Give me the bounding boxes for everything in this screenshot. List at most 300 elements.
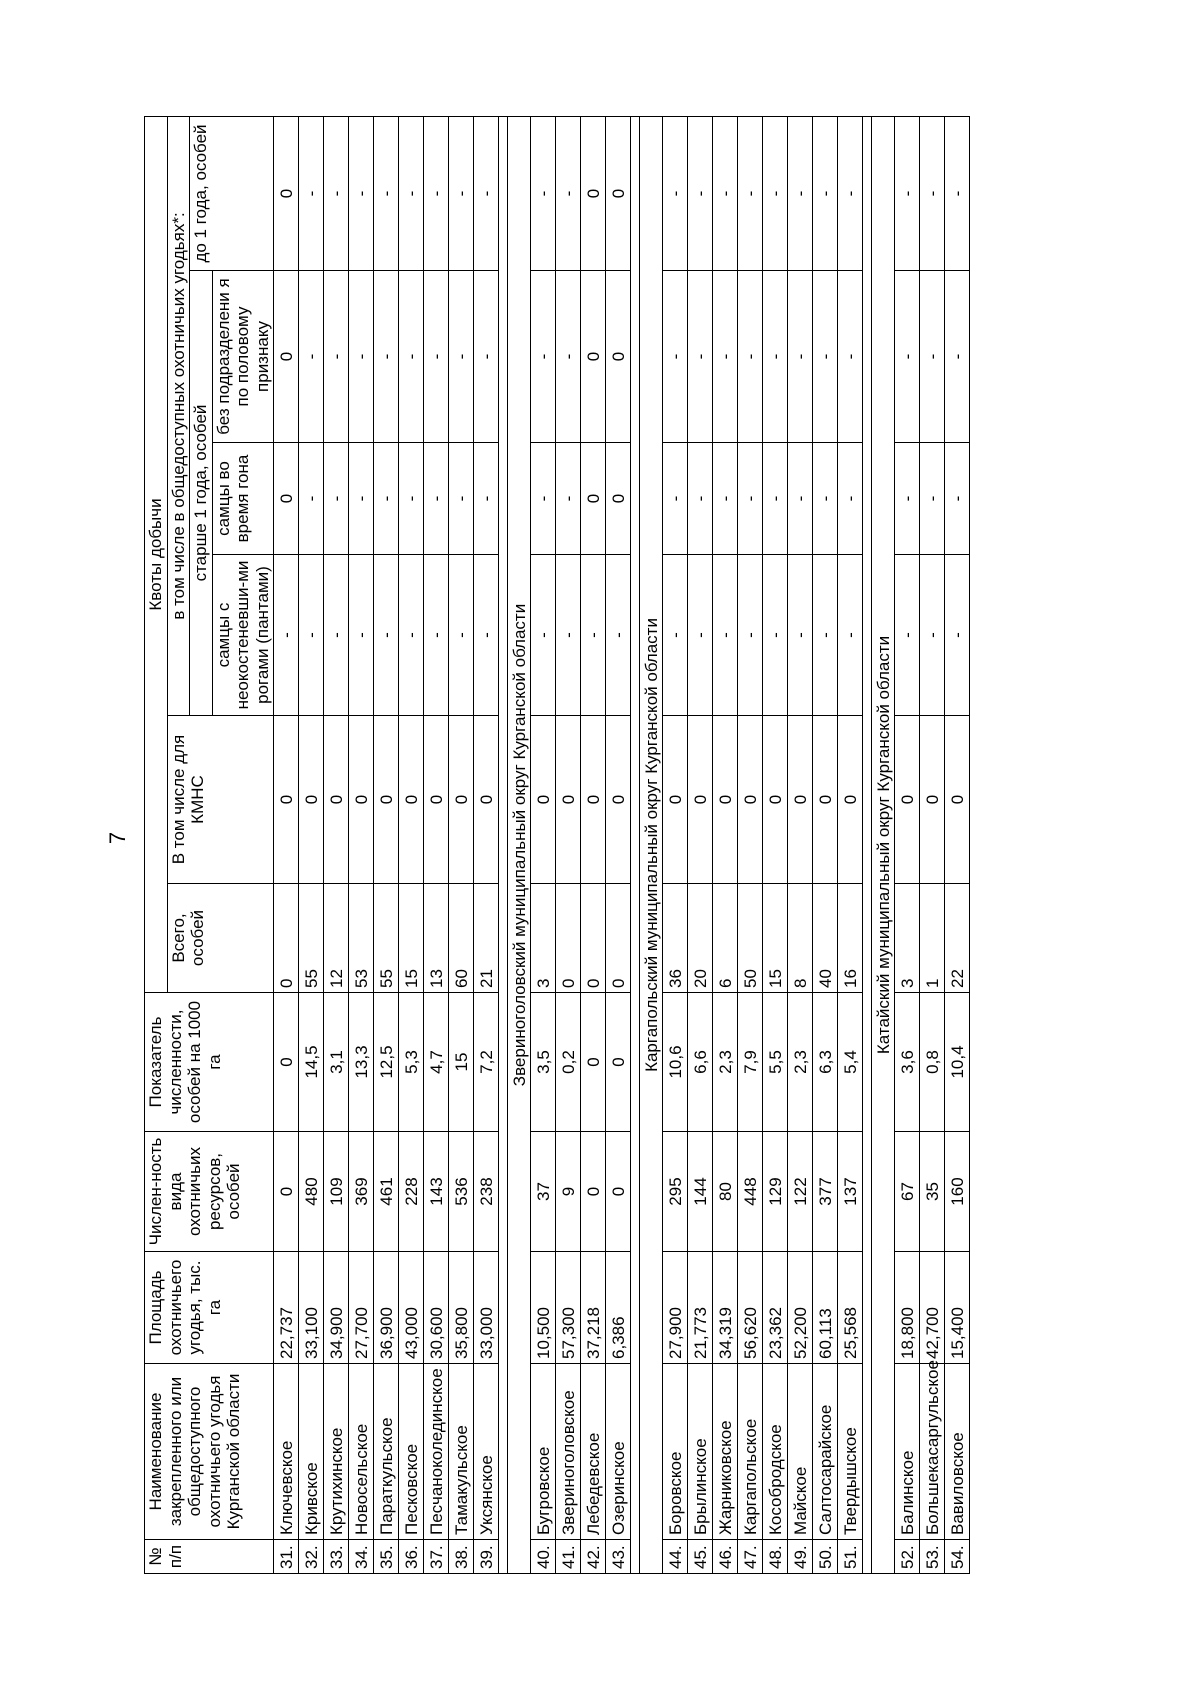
- row-name: Новосельское: [349, 1364, 374, 1540]
- table-row: [374, 116, 399, 1573]
- under-one-cell: 0: [606, 116, 631, 270]
- population-cell: 377: [813, 1132, 838, 1252]
- rut-cell: -: [838, 443, 863, 555]
- no-sex-cell: -: [349, 271, 374, 443]
- table-row: [945, 116, 970, 1573]
- population-cell: 461: [374, 1132, 399, 1252]
- antlers-cell: -: [374, 555, 399, 716]
- rut-cell: -: [449, 443, 474, 555]
- total-cell: 6: [713, 884, 738, 993]
- row-name: Озеринское: [606, 1364, 631, 1540]
- kmns-cell: 0: [399, 716, 424, 884]
- no-sex-cell: -: [838, 271, 863, 443]
- header-rut: самцы во время гона: [212, 443, 274, 555]
- antlers-cell: -: [945, 555, 970, 716]
- antlers-cell: -: [424, 555, 449, 716]
- section-gap: [863, 116, 872, 1573]
- kmns-cell: 0: [531, 716, 556, 884]
- antlers-cell: -: [324, 555, 349, 716]
- row-number: 42.: [581, 1540, 606, 1574]
- rut-cell: -: [374, 443, 399, 555]
- rut-cell: 0: [581, 443, 606, 555]
- total-cell: 15: [763, 884, 788, 993]
- total-cell: 13: [424, 884, 449, 993]
- row-number: 41.: [556, 1540, 581, 1574]
- density-cell: 0: [274, 993, 299, 1132]
- density-cell: 0,8: [920, 993, 945, 1132]
- kmns-cell: 0: [788, 716, 813, 884]
- row-name: Салтосарайское: [813, 1364, 838, 1540]
- population-cell: 0: [606, 1132, 631, 1252]
- area-cell: 56,620: [738, 1252, 763, 1364]
- no-sex-cell: -: [945, 271, 970, 443]
- population-cell: 37: [531, 1132, 556, 1252]
- header-quotas: Квоты добычи: [145, 116, 168, 992]
- row-name: Балинское: [895, 1364, 920, 1540]
- area-cell: 23,362: [763, 1252, 788, 1364]
- row-number: 53.: [920, 1540, 945, 1574]
- row-name: Жарниковское: [713, 1364, 738, 1540]
- row-number: 49.: [788, 1540, 813, 1574]
- population-cell: 129: [763, 1132, 788, 1252]
- under-one-cell: -: [449, 116, 474, 270]
- kmns-cell: 0: [606, 716, 631, 884]
- row-number: 54.: [945, 1540, 970, 1574]
- table-row: [424, 116, 449, 1573]
- kmns-cell: 0: [663, 716, 688, 884]
- section-header-row: [872, 116, 895, 1573]
- table-row: [581, 116, 606, 1573]
- area-cell: 37,218: [581, 1252, 606, 1364]
- under-one-cell: -: [531, 116, 556, 270]
- kmns-cell: 0: [374, 716, 399, 884]
- total-cell: 16: [838, 884, 863, 993]
- header-kmns: В том числе для КМНС: [167, 716, 274, 884]
- under-one-cell: -: [299, 116, 324, 270]
- total-cell: 53: [349, 884, 374, 993]
- population-cell: 137: [838, 1132, 863, 1252]
- no-sex-cell: -: [556, 271, 581, 443]
- quota-table: [144, 116, 970, 1574]
- table-row: [920, 116, 945, 1573]
- kmns-cell: 0: [688, 716, 713, 884]
- area-cell: 30,600: [424, 1252, 449, 1364]
- density-cell: 5,3: [399, 993, 424, 1132]
- section-title: Звериноголовский муниципальный округ Курганской области: [508, 116, 531, 1573]
- row-name: Кривское: [299, 1364, 324, 1540]
- density-cell: 3,1: [324, 993, 349, 1132]
- row-name: Звериноголовское: [556, 1364, 581, 1540]
- density-cell: 0,2: [556, 993, 581, 1132]
- density-cell: 12,5: [374, 993, 399, 1132]
- kmns-cell: 0: [945, 716, 970, 884]
- total-cell: 22: [945, 884, 970, 993]
- row-name: Тамакульское: [449, 1364, 474, 1540]
- rut-cell: -: [399, 443, 424, 555]
- row-number: 47.: [738, 1540, 763, 1574]
- page-number: 7: [105, 831, 130, 845]
- area-cell: 34,900: [324, 1252, 349, 1364]
- row-number: 50.: [813, 1540, 838, 1574]
- table-row: [399, 116, 424, 1573]
- kmns-cell: 0: [813, 716, 838, 884]
- population-cell: 144: [688, 1132, 713, 1252]
- no-sex-cell: -: [713, 271, 738, 443]
- under-one-cell: 0: [581, 116, 606, 270]
- rut-cell: -: [763, 443, 788, 555]
- under-one-cell: -: [813, 116, 838, 270]
- table-row: [713, 116, 738, 1573]
- density-cell: 7,2: [474, 993, 499, 1132]
- table-row: [813, 116, 838, 1573]
- no-sex-cell: -: [895, 271, 920, 443]
- area-cell: 25,568: [838, 1252, 863, 1364]
- table-row: [349, 116, 374, 1573]
- density-cell: 6,6: [688, 993, 713, 1132]
- row-number: 31.: [274, 1540, 299, 1574]
- population-cell: 295: [663, 1132, 688, 1252]
- no-sex-cell: -: [449, 271, 474, 443]
- gap-cell: [863, 116, 872, 1573]
- row-number: 45.: [688, 1540, 713, 1574]
- rut-cell: -: [945, 443, 970, 555]
- under-one-cell: -: [399, 116, 424, 270]
- antlers-cell: -: [738, 555, 763, 716]
- kmns-cell: 0: [838, 716, 863, 884]
- row-name: Брылинское: [688, 1364, 713, 1540]
- antlers-cell: -: [274, 555, 299, 716]
- section-header-row: [640, 116, 663, 1573]
- gap-cell: [631, 116, 640, 1573]
- area-cell: 60,113: [813, 1252, 838, 1364]
- header-area: Площадь охотничьего угодья, тыс. га: [145, 1252, 274, 1364]
- section-gap: [499, 116, 508, 1573]
- header-older: старше 1 года, особей: [190, 271, 213, 716]
- under-one-cell: -: [920, 116, 945, 270]
- kmns-cell: 0: [920, 716, 945, 884]
- header-population: Числен-ность вида охотничьих ресурсов, особей: [145, 1132, 274, 1252]
- density-cell: 13,3: [349, 993, 374, 1132]
- antlers-cell: -: [688, 555, 713, 716]
- kmns-cell: 0: [474, 716, 499, 884]
- antlers-cell: -: [474, 555, 499, 716]
- density-cell: 0: [581, 993, 606, 1132]
- gap-cell: [499, 116, 508, 1573]
- area-cell: 43,000: [399, 1252, 424, 1364]
- table-row: [788, 116, 813, 1573]
- rut-cell: -: [349, 443, 374, 555]
- kmns-cell: 0: [713, 716, 738, 884]
- row-name: Бугровское: [531, 1364, 556, 1540]
- kmns-cell: 0: [449, 716, 474, 884]
- total-cell: 55: [374, 884, 399, 993]
- table-row: [299, 116, 324, 1573]
- row-number: 51.: [838, 1540, 863, 1574]
- antlers-cell: -: [299, 555, 324, 716]
- rut-cell: 0: [606, 443, 631, 555]
- total-cell: 20: [688, 884, 713, 993]
- antlers-cell: -: [581, 555, 606, 716]
- antlers-cell: -: [606, 555, 631, 716]
- row-name: Песчаноколединское: [424, 1364, 449, 1540]
- no-sex-cell: -: [688, 271, 713, 443]
- area-cell: 21,773: [688, 1252, 713, 1364]
- under-one-cell: -: [738, 116, 763, 270]
- population-cell: 35: [920, 1132, 945, 1252]
- rut-cell: -: [738, 443, 763, 555]
- row-name: Уксянское: [474, 1364, 499, 1540]
- area-cell: 57,300: [556, 1252, 581, 1364]
- density-cell: 4,7: [424, 993, 449, 1132]
- antlers-cell: -: [663, 555, 688, 716]
- area-cell: 52,200: [788, 1252, 813, 1364]
- no-sex-cell: -: [920, 271, 945, 443]
- antlers-cell: -: [788, 555, 813, 716]
- area-cell: 6,386: [606, 1252, 631, 1364]
- area-cell: 18,800: [895, 1252, 920, 1364]
- table-row: [663, 116, 688, 1573]
- population-cell: 160: [945, 1132, 970, 1252]
- row-name: Крутихинское: [324, 1364, 349, 1540]
- population-cell: 143: [424, 1132, 449, 1252]
- population-cell: 480: [299, 1132, 324, 1252]
- row-number: 37.: [424, 1540, 449, 1574]
- under-one-cell: -: [663, 116, 688, 270]
- population-cell: 228: [399, 1132, 424, 1252]
- kmns-cell: 0: [738, 716, 763, 884]
- rut-cell: -: [424, 443, 449, 555]
- total-cell: 1: [920, 884, 945, 993]
- under-one-cell: -: [763, 116, 788, 270]
- table-row: [688, 116, 713, 1573]
- kmns-cell: 0: [556, 716, 581, 884]
- header-no-sex: без подразделени я по половому признаку: [212, 271, 274, 443]
- antlers-cell: -: [813, 555, 838, 716]
- total-cell: 0: [274, 884, 299, 993]
- row-name: Кособродское: [763, 1364, 788, 1540]
- table-row: [738, 116, 763, 1573]
- total-cell: 0: [556, 884, 581, 993]
- total-cell: 50: [738, 884, 763, 993]
- density-cell: 0: [606, 993, 631, 1132]
- under-one-cell: -: [474, 116, 499, 270]
- row-name: Лебедевское: [581, 1364, 606, 1540]
- row-name: Вавиловское: [945, 1364, 970, 1540]
- no-sex-cell: -: [531, 271, 556, 443]
- total-cell: 15: [399, 884, 424, 993]
- no-sex-cell: -: [763, 271, 788, 443]
- header-under-one: до 1 года, особей: [190, 116, 274, 270]
- no-sex-cell: -: [788, 271, 813, 443]
- section-title: Каргапольский муниципальный округ Курганской области: [640, 116, 663, 1573]
- under-one-cell: -: [324, 116, 349, 270]
- total-cell: 21: [474, 884, 499, 993]
- table-row: [449, 116, 474, 1573]
- table-row: [474, 116, 499, 1573]
- table-row: [556, 116, 581, 1573]
- rut-cell: -: [688, 443, 713, 555]
- density-cell: 6,3: [813, 993, 838, 1132]
- kmns-cell: 0: [299, 716, 324, 884]
- antlers-cell: -: [349, 555, 374, 716]
- population-cell: 536: [449, 1132, 474, 1252]
- header-num: № п/п: [145, 1540, 274, 1574]
- table-row: [895, 116, 920, 1573]
- section-title: Катайский муниципальный округ Курганской области: [872, 116, 895, 1573]
- no-sex-cell: 0: [274, 271, 299, 443]
- no-sex-cell: -: [374, 271, 399, 443]
- area-cell: 33,000: [474, 1252, 499, 1364]
- area-cell: 27,700: [349, 1252, 374, 1364]
- row-name: Ключевское: [274, 1364, 299, 1540]
- rut-cell: -: [813, 443, 838, 555]
- row-number: 52.: [895, 1540, 920, 1574]
- row-number: 44.: [663, 1540, 688, 1574]
- no-sex-cell: -: [663, 271, 688, 443]
- area-cell: 35,800: [449, 1252, 474, 1364]
- header-density: Показатель численности, особей на 1000 га: [145, 993, 274, 1132]
- header-antlers: самцы с неокостеневши-ми рогами (пантами): [212, 555, 274, 716]
- row-name: Боровское: [663, 1364, 688, 1540]
- total-cell: 36: [663, 884, 688, 993]
- table-row: [606, 116, 631, 1573]
- total-cell: 0: [606, 884, 631, 993]
- header-name: Наименование закрепленного или общедоступного охотничьего угодья Курганской области: [145, 1364, 274, 1540]
- row-number: 43.: [606, 1540, 631, 1574]
- total-cell: 8: [788, 884, 813, 993]
- no-sex-cell: -: [424, 271, 449, 443]
- no-sex-cell: -: [738, 271, 763, 443]
- header-public-lands: в том числе в общедоступных охотничьих угодьях*:: [167, 116, 190, 715]
- row-number: 39.: [474, 1540, 499, 1574]
- row-name: Большекасаргульское: [920, 1364, 945, 1540]
- population-cell: 238: [474, 1132, 499, 1252]
- kmns-cell: 0: [324, 716, 349, 884]
- antlers-cell: -: [763, 555, 788, 716]
- under-one-cell: -: [838, 116, 863, 270]
- area-cell: 36,900: [374, 1252, 399, 1364]
- under-one-cell: -: [713, 116, 738, 270]
- table-body: [274, 116, 970, 1573]
- antlers-cell: -: [838, 555, 863, 716]
- population-cell: 67: [895, 1132, 920, 1252]
- row-number: 35.: [374, 1540, 399, 1574]
- row-number: 48.: [763, 1540, 788, 1574]
- under-one-cell: -: [424, 116, 449, 270]
- rut-cell: 0: [274, 443, 299, 555]
- header-total: Всего, особей: [167, 884, 274, 993]
- antlers-cell: -: [531, 555, 556, 716]
- no-sex-cell: -: [474, 271, 499, 443]
- area-cell: 15,400: [945, 1252, 970, 1364]
- area-cell: 22,737: [274, 1252, 299, 1364]
- row-name: Каргапольское: [738, 1364, 763, 1540]
- antlers-cell: -: [556, 555, 581, 716]
- under-one-cell: -: [895, 116, 920, 270]
- no-sex-cell: 0: [606, 271, 631, 443]
- antlers-cell: -: [895, 555, 920, 716]
- rut-cell: -: [788, 443, 813, 555]
- density-cell: 3,5: [531, 993, 556, 1132]
- density-cell: 2,3: [788, 993, 813, 1132]
- population-cell: 0: [581, 1132, 606, 1252]
- total-cell: 3: [531, 884, 556, 993]
- row-number: 32.: [299, 1540, 324, 1574]
- row-number: 33.: [324, 1540, 349, 1574]
- row-name: Твердышское: [838, 1364, 863, 1540]
- rut-cell: -: [713, 443, 738, 555]
- no-sex-cell: -: [299, 271, 324, 443]
- density-cell: 7,9: [738, 993, 763, 1132]
- under-one-cell: -: [374, 116, 399, 270]
- population-cell: 9: [556, 1132, 581, 1252]
- antlers-cell: -: [920, 555, 945, 716]
- table-row: [324, 116, 349, 1573]
- area-cell: 42,700: [920, 1252, 945, 1364]
- section-header-row: [508, 116, 531, 1573]
- under-one-cell: -: [688, 116, 713, 270]
- kmns-cell: 0: [424, 716, 449, 884]
- row-number: 36.: [399, 1540, 424, 1574]
- row-name: Песковское: [399, 1364, 424, 1540]
- total-cell: 3: [895, 884, 920, 993]
- density-cell: 2,3: [713, 993, 738, 1132]
- under-one-cell: 0: [274, 116, 299, 270]
- area-cell: 27,900: [663, 1252, 688, 1364]
- kmns-cell: 0: [274, 716, 299, 884]
- row-name: Параткульское: [374, 1364, 399, 1540]
- population-cell: 369: [349, 1132, 374, 1252]
- rut-cell: -: [531, 443, 556, 555]
- density-cell: 14,5: [299, 993, 324, 1132]
- no-sex-cell: 0: [581, 271, 606, 443]
- no-sex-cell: -: [399, 271, 424, 443]
- under-one-cell: -: [945, 116, 970, 270]
- rotated-table-wrapper: [144, 117, 1124, 1574]
- population-cell: 0: [274, 1132, 299, 1252]
- density-cell: 15: [449, 993, 474, 1132]
- antlers-cell: -: [713, 555, 738, 716]
- row-name: Майское: [788, 1364, 813, 1540]
- kmns-cell: 0: [895, 716, 920, 884]
- area-cell: 33,100: [299, 1252, 324, 1364]
- antlers-cell: -: [399, 555, 424, 716]
- total-cell: 0: [581, 884, 606, 993]
- row-number: 46.: [713, 1540, 738, 1574]
- density-cell: 10,4: [945, 993, 970, 1132]
- rut-cell: -: [663, 443, 688, 555]
- rut-cell: -: [299, 443, 324, 555]
- density-cell: 3,6: [895, 993, 920, 1132]
- no-sex-cell: -: [324, 271, 349, 443]
- rut-cell: -: [556, 443, 581, 555]
- under-one-cell: -: [788, 116, 813, 270]
- kmns-cell: 0: [763, 716, 788, 884]
- table-row: [531, 116, 556, 1573]
- density-cell: 10,6: [663, 993, 688, 1132]
- area-cell: 34,319: [713, 1252, 738, 1364]
- area-cell: 10,500: [531, 1252, 556, 1364]
- rut-cell: -: [895, 443, 920, 555]
- total-cell: 40: [813, 884, 838, 993]
- density-cell: 5,5: [763, 993, 788, 1132]
- section-gap: [631, 116, 640, 1573]
- kmns-cell: 0: [581, 716, 606, 884]
- under-one-cell: -: [349, 116, 374, 270]
- table-row: [838, 116, 863, 1573]
- rut-cell: -: [474, 443, 499, 555]
- total-cell: 12: [324, 884, 349, 993]
